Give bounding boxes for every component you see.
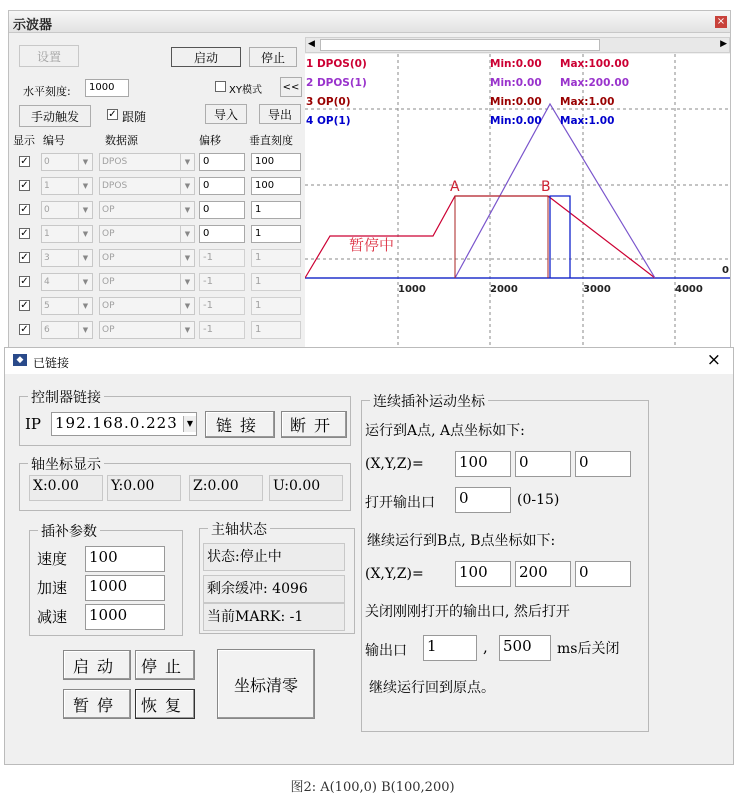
legend-min: Min:0.00 [490,58,542,70]
channel-source-select[interactable] [99,177,195,195]
x-tick-label: 3000 [583,284,611,295]
line-b-text: 继续运行到B点, B点坐标如下: [367,533,556,549]
ctrl-close-button[interactable]: × [706,350,721,370]
legend-max: Max:100.00 [560,58,630,70]
channel-offset-input[interactable]: 0 [199,153,245,171]
channel-offset-input[interactable]: -1 [199,249,245,267]
channel-vscale-input[interactable]: 1 [251,249,301,267]
chevron-down-icon: ▼ [78,250,92,266]
b-z-input[interactable]: 0 [575,561,631,587]
channel-vscale-input[interactable]: 1 [251,321,301,339]
h-scale-input[interactable]: 1000 [85,79,129,97]
paused-text: 暂停中 [349,236,395,254]
scope-plot [305,54,730,347]
chevron-down-icon: ▼ [78,178,92,194]
channel-source-value: OP [102,301,115,311]
pause-button[interactable]: 暂停 [63,689,131,719]
channel-no-select[interactable] [41,321,93,339]
channel-no-value: 1 [44,229,50,239]
channel-source-value: DPOS [102,157,128,167]
legend-name: 4 OP(1) [306,115,351,127]
channel-show-checkbox[interactable]: ✓ [20,204,29,215]
ctrl-titlebar [5,348,733,374]
ip-select[interactable]: 192.168.0.223 [51,412,197,436]
ms-input[interactable]: 500 [499,635,551,661]
channel-no-select[interactable] [41,153,93,171]
export-button[interactable]: 导出 [259,104,301,124]
channel-show-checkbox[interactable]: ✓ [20,228,29,239]
disconnect-button[interactable]: 断开 [281,411,347,438]
legend-max: Max:1.00 [560,96,615,108]
channel-offset-input[interactable]: -1 [199,297,245,315]
chevron-down-icon: ▼ [180,154,194,170]
follow-label: 跟随 [122,110,147,124]
legend-max: Max:1.00 [560,115,615,127]
stop-button[interactable]: 停止 [135,650,195,680]
channel-vscale-input[interactable]: 1 [251,201,301,219]
channel-source-select[interactable] [99,273,195,291]
channel-source-select[interactable] [99,201,195,219]
channel-vscale-input[interactable]: 1 [251,297,301,315]
channel-source-value: OP [102,229,115,239]
interp-group-caption: 插补参数 [38,521,100,541]
x-tick-label: 4000 [675,284,703,295]
scope-window [8,10,731,348]
channel-source-value: OP [102,253,115,263]
scope-close-button[interactable] [715,16,727,28]
follow-checkbox[interactable]: ✓ [108,109,117,120]
channel-show-checkbox[interactable]: ✓ [20,252,29,263]
out-label: 输出口 [365,643,407,659]
channel-vscale-input[interactable]: 100 [251,153,301,171]
channel-no-value: 1 [44,181,50,191]
channel-no-select[interactable] [41,249,93,267]
speed-input[interactable]: 100 [85,546,165,572]
channel-vscale-input[interactable]: 1 [251,225,301,243]
channel-show-checkbox[interactable]: ✓ [20,300,29,311]
line-a-text: 运行到A点, A点坐标如下: [365,423,525,439]
figure-caption: 图2: A(100,0) B(100,200) [290,780,455,795]
channel-source-select[interactable] [99,321,195,339]
chevron-down-icon: ▼ [180,202,194,218]
channel-vscale-input[interactable]: 100 [251,177,301,195]
channel-no-value: 0 [44,205,50,215]
legend-min: Min:0.00 [490,77,542,89]
scroll-left-icon[interactable]: ◀ [308,39,315,49]
channel-source-select[interactable] [99,225,195,243]
b-x-input[interactable]: 100 [455,561,511,587]
range-label: (0-15) [517,492,560,508]
xy-mode-checkbox[interactable] [215,81,226,92]
buffer-readout: 剩余缓冲: 4096 [203,575,345,603]
channel-no-select[interactable] [41,177,93,195]
xyz-b-label: (X,Y,Z)= [365,566,424,582]
hscrollbar[interactable] [305,37,730,53]
channel-no-value: 5 [44,301,50,311]
start-button[interactable]: 启动 [63,650,131,680]
axis-z-readout: Z:0.00 [189,475,263,501]
scroll-right-icon[interactable]: ▶ [720,39,727,49]
spindle-group-caption: 主轴状态 [208,519,270,539]
close-line-text: 关闭刚刚打开的输出口, 然后打开 [365,604,570,620]
decel-label: 减速 [37,608,68,626]
channel-vscale-input[interactable]: 1 [251,273,301,291]
open-out-input[interactable]: 0 [455,487,511,513]
channel-source-value: OP [102,325,115,335]
cont-group-caption: 连续插补运动坐标 [370,391,488,411]
marker-b: B [541,179,551,195]
channel-offset-input[interactable]: -1 [199,321,245,339]
ms-label: ms后关闭 [557,641,620,657]
ctrl-title: 已链接 [33,356,70,370]
comma-label: , [483,638,488,656]
channel-no-select[interactable] [41,273,93,291]
scope-titlebar [9,11,730,33]
channel-no-select[interactable] [41,201,93,219]
channel-source-value: OP [102,205,115,215]
speed-label: 速度 [37,550,68,568]
channel-offset-input[interactable]: 0 [199,225,245,243]
axis-group-caption: 轴坐标显示 [28,454,104,474]
col-show-header: 显示 [13,134,35,147]
chevron-down-icon: ▼ [180,226,194,242]
zero-tick-label: 0 [722,265,729,276]
h-scale-label: 水平刻度: [23,85,71,98]
chevron-down-icon: ▼ [180,274,194,290]
channel-no-select[interactable] [41,297,93,315]
app-logo-icon: ◆ [13,354,27,366]
axis-u-readout: U:0.00 [269,475,343,501]
chevron-down-icon: ▼ [180,322,194,338]
ip-label: IP [25,415,42,433]
channel-no-value: 0 [44,157,50,167]
channel-offset-input[interactable]: -1 [199,273,245,291]
xyz-a-label: (X,Y,Z)= [365,456,424,472]
channel-no-value: 4 [44,277,50,287]
channel-offset-input[interactable]: 0 [199,177,245,195]
setup-button[interactable]: 设置 [19,45,79,67]
b-y-input[interactable]: 200 [515,561,571,587]
x-tick-label: 2000 [490,284,518,295]
out-input[interactable]: 1 [423,635,477,661]
x-tick-label: 1000 [398,284,426,295]
chevron-down-icon: ▼ [78,322,92,338]
legend-max: Max:200.00 [560,77,630,89]
status-readout: 状态:停止中 [203,543,345,571]
legend-min: Min:0.00 [490,115,542,127]
channel-offset-input[interactable]: 0 [199,201,245,219]
scope-start-button[interactable]: 启动 [171,47,241,67]
mark-readout: 当前MARK: -1 [203,603,345,631]
channel-source-select[interactable] [99,249,195,267]
legend-min: Min:0.00 [490,96,542,108]
collapse-button[interactable]: << [280,77,302,97]
chevron-down-icon: ▼ [78,226,92,242]
close-icon: × [716,16,726,27]
col-source-header: 数据源 [105,134,138,147]
zero-coords-button[interactable]: 坐标清零 [217,649,315,719]
import-button[interactable]: 导入 [205,104,247,124]
channel-show-checkbox[interactable]: ✓ [20,156,29,167]
controller-window [4,347,734,765]
channel-source-select[interactable] [99,153,195,171]
chevron-down-icon: ▼ [78,298,92,314]
channel-source-value: DPOS [102,181,128,191]
channel-show-checkbox[interactable]: ✓ [20,180,29,191]
channel-show-checkbox[interactable]: ✓ [20,324,29,335]
chevron-down-icon: ▼ [78,154,92,170]
xy-mode-label: XY模式 [229,85,262,96]
marker-a: A [450,179,460,195]
a-x-input[interactable]: 100 [455,451,511,477]
axis-x-readout: X:0.00 [29,475,103,501]
a-z-input[interactable]: 0 [575,451,631,477]
col-no-header: 编号 [43,134,65,147]
channel-show-checkbox[interactable]: ✓ [20,276,29,287]
chevron-down-icon: ▼ [180,298,194,314]
accel-input[interactable]: 1000 [85,575,165,601]
scope-stop-button[interactable]: 停止 [249,47,297,67]
decel-input[interactable]: 1000 [85,604,165,630]
chevron-down-icon: ▼ [180,250,194,266]
scroll-thumb[interactable] [320,39,600,51]
accel-label: 加速 [37,579,68,597]
scope-title: 示波器 [13,18,53,33]
legend-name: 3 OP(0) [306,96,351,108]
channel-source-value: OP [102,277,115,287]
connect-button[interactable]: 链接 [205,411,275,438]
manual-trigger-button[interactable]: 手动触发 [19,105,91,127]
channel-source-select[interactable] [99,297,195,315]
chevron-down-icon: ▼ [78,274,92,290]
channel-no-value: 6 [44,325,50,335]
channel-no-select[interactable] [41,225,93,243]
channel-no-value: 3 [44,253,50,263]
legend-name: 1 DPOS(0) [306,58,367,70]
col-vscale-header: 垂直刻度 [249,134,293,147]
chevron-down-icon: ▼ [180,178,194,194]
ip-dropdown-icon[interactable]: ▼ [183,416,196,432]
axis-y-readout: Y:0.00 [107,475,181,501]
return-line-text: 继续运行回到原点。 [369,680,495,696]
conn-group-caption: 控制器链接 [28,387,104,407]
a-y-input[interactable]: 0 [515,451,571,477]
resume-button[interactable]: 恢复 [135,689,195,719]
open-out-label: 打开输出口 [365,495,435,511]
chevron-down-icon: ▼ [78,202,92,218]
legend-name: 2 DPOS(1) [306,77,367,89]
col-offset-header: 偏移 [199,134,221,147]
